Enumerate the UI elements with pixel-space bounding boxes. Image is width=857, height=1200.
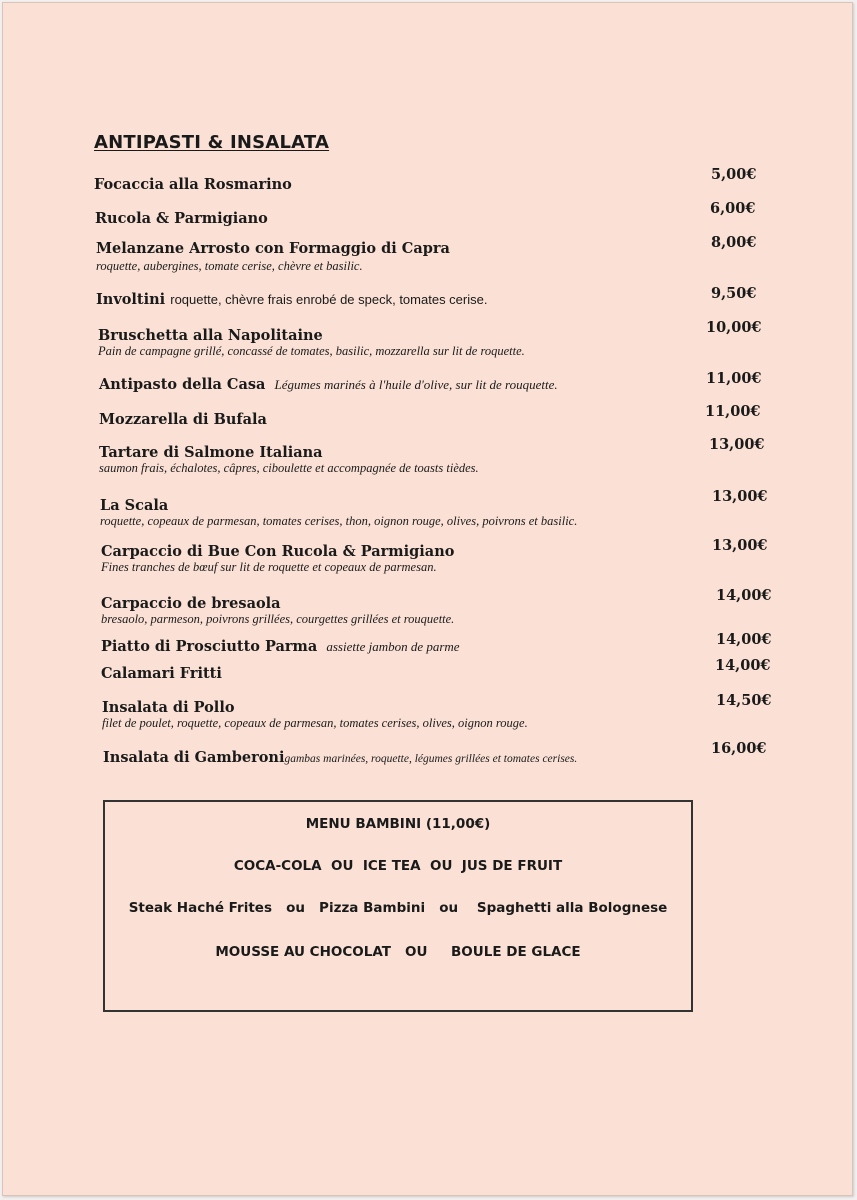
- item-price: 13,00€: [709, 436, 765, 453]
- bambini-mains: Steak Haché Frites ou Pizza Bambini ou Spaghetti alla Bolognese: [128, 900, 668, 916]
- item-name: Carpaccio di Bue Con Rucola & Parmigiano: [101, 543, 455, 560]
- item-name: Antipasto della Casa: [99, 376, 266, 393]
- item-description: gambas marinées, roquette, légumes grillées et tomates cerises.: [284, 753, 578, 765]
- menu-bambini-box: [103, 800, 693, 1012]
- item-description: saumon frais, échalotes, câpres, ciboulette et accompagnée de toasts tièdes.: [99, 461, 479, 475]
- item-price: 13,00€: [712, 537, 768, 554]
- item-price: 14,00€: [715, 657, 771, 674]
- item-name: Insalata di Pollo: [102, 699, 235, 716]
- bambini-title: MENU BAMBINI (11,00€): [305, 816, 491, 832]
- item-name: Calamari Fritti: [101, 665, 222, 682]
- item-name: Bruschetta alla Napolitaine: [98, 327, 323, 344]
- item-price: 10,00€: [706, 319, 762, 336]
- item-price: 8,00€: [711, 234, 757, 251]
- item-price: 11,00€: [705, 403, 761, 420]
- bambini-drinks: COCA-COLA OU ICE TEA OU JUS DE FRUIT: [233, 858, 563, 874]
- item-price: 14,00€: [716, 631, 772, 648]
- item-name: Rucola & Parmigiano: [95, 210, 268, 227]
- section-title: ANTIPASTI & INSALATA: [94, 132, 330, 153]
- item-price: 6,00€: [710, 200, 756, 217]
- item-price: 14,50€: [716, 692, 772, 709]
- item-description: Fines tranches de bœuf sur lit de roquette et copeaux de parmesan.: [101, 560, 437, 574]
- item-description: filet de poulet, roquette, copeaux de parmesan, tomates cerises, olives, oignon rouge.: [102, 716, 528, 730]
- item-name: Tartare di Salmone Italiana: [99, 444, 323, 461]
- item-description: Pain de campagne grillé, concassé de tomates, basilic, mozzarella sur lit de roquette.: [98, 344, 525, 358]
- item-price: 16,00€: [711, 740, 767, 757]
- item-price: 13,00€: [712, 488, 768, 505]
- menu-page: [2, 2, 853, 1196]
- item-name: Carpaccio de bresaola: [101, 595, 281, 612]
- item-description: roquette, aubergines, tomate cerise, chèvre et basilic.: [96, 259, 363, 273]
- item-name: Focaccia alla Rosmarino: [94, 176, 292, 193]
- item-description: assiette jambon de parme: [326, 639, 460, 654]
- item-name: La Scala: [100, 497, 169, 514]
- item-price: 5,00€: [711, 166, 757, 183]
- item-name: Mozzarella di Bufala: [99, 411, 267, 428]
- item-price: 9,50€: [711, 285, 757, 302]
- item-name: Insalata di Gamberoni: [103, 749, 285, 766]
- bambini-desserts: MOUSSE AU CHOCOLAT OU BOULE DE GLACE: [215, 944, 581, 960]
- item-name: Piatto di Prosciutto Parma: [101, 638, 318, 655]
- item-name: Melanzane Arrosto con Formaggio di Capra: [96, 240, 450, 257]
- item-description: roquette, chèvre frais enrobé de speck, tomates cerise.: [170, 292, 488, 307]
- item-price: 14,00€: [716, 587, 772, 604]
- item-description: roquette, copeaux de parmesan, tomates cerises, thon, oignon rouge, olives, poivrons et basilic.: [100, 514, 578, 528]
- item-description: Légumes marinés à l'huile d'olive, sur lit de rouquette.: [274, 377, 558, 392]
- item-name: Involtini: [96, 291, 166, 308]
- item-description: bresaolo, parmeson, poivrons grillées, courgettes grillées et rouquette.: [101, 612, 455, 626]
- item-price: 11,00€: [706, 370, 762, 387]
